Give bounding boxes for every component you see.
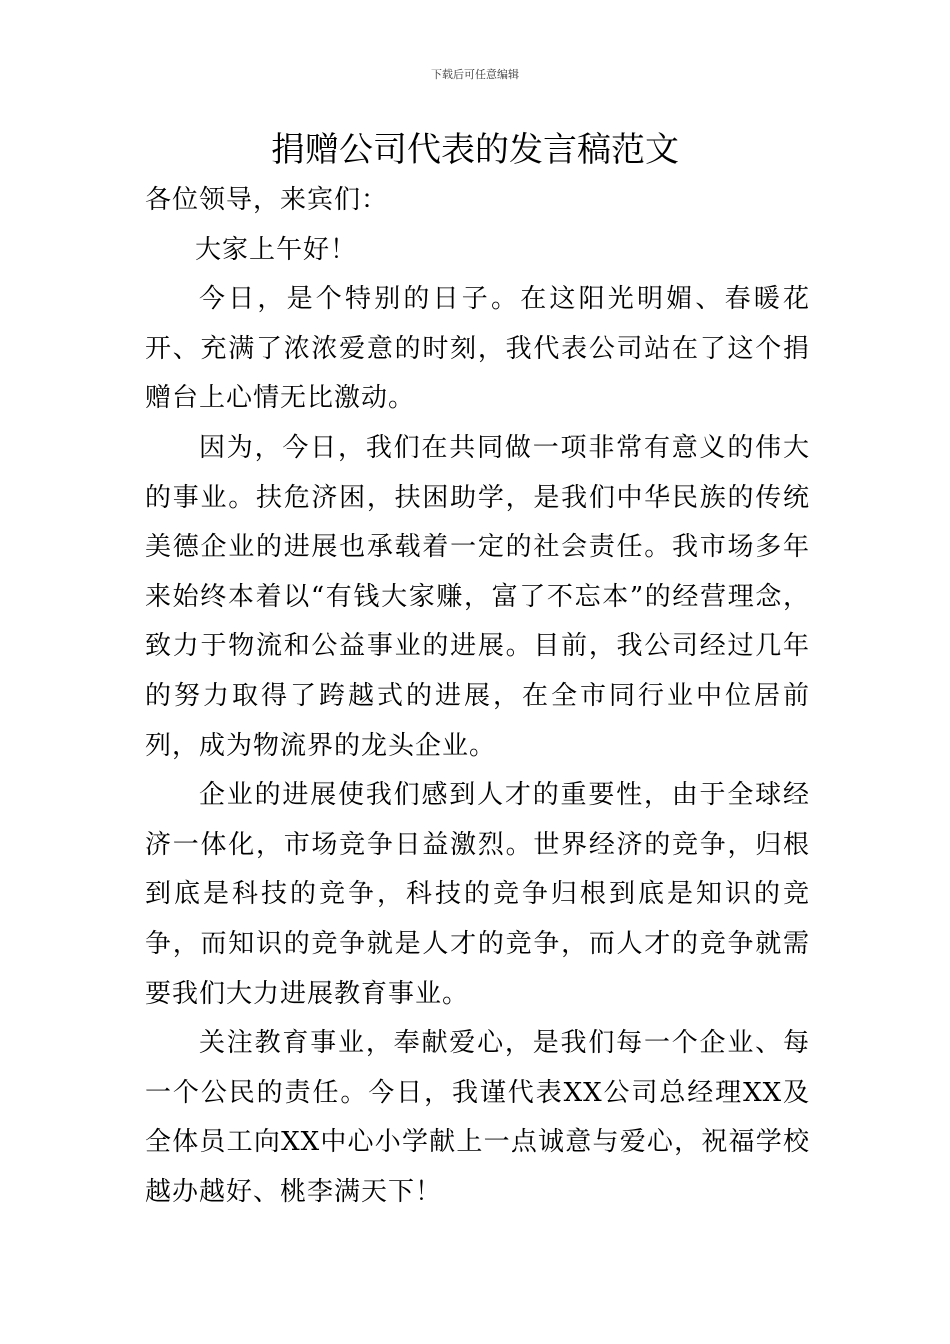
paragraph-3: 企业的进展使我们感到人才的重要性，由于全球经济一体化，市场竞争日益激烈。世界经济的竞争，归根到底是科技的竞争，科技的竞争归根到底是知识的竞争，而知识的竞争就是人才的竞争，而人才的竞争就需要我们大力进展教育事业。 [145, 780, 810, 1009]
greeting: 大家上午好！ [195, 234, 358, 265]
salutation: 各位领导，来宾们： [145, 185, 389, 215]
paragraph-4: 关注教育事业，奉献爱心，是我们每一个企业、每一个公民的责任。今日，我谨代表XX公司总经理XX及全体员工向XX中心小学献上一点诚意与爱心，祝福学校越办越好、桃李满天下！ [145, 1028, 810, 1207]
paragraph-2: 因为，今日，我们在共同做一项非常有意义的伟大的事业。扶危济困，扶困助学，是我们中华民族的传统美德企业的进展也承载着一定的社会责任。我市场多年来始终本着以“有钱大家赚，富了不忘本”的经营理念，致力于物流和公益事业的进展。目前，我公司经过几年的努力取得了跨越式的进展，在全市同行业中位居前列，成为物流界的龙头企业。 [145, 432, 810, 761]
paragraph-1: 今日，是个特别的日子。在这阳光明媚、春暖花开、充满了浓浓爱意的时刻，我代表公司站在了这个捐赠台上心情无比激动。 [145, 284, 810, 414]
page-header-note: 下载后可任意编辑 [431, 68, 519, 81]
document-title: 捐赠公司代表的发言稿范文 [271, 130, 679, 170]
document-body [145, 176, 810, 1217]
